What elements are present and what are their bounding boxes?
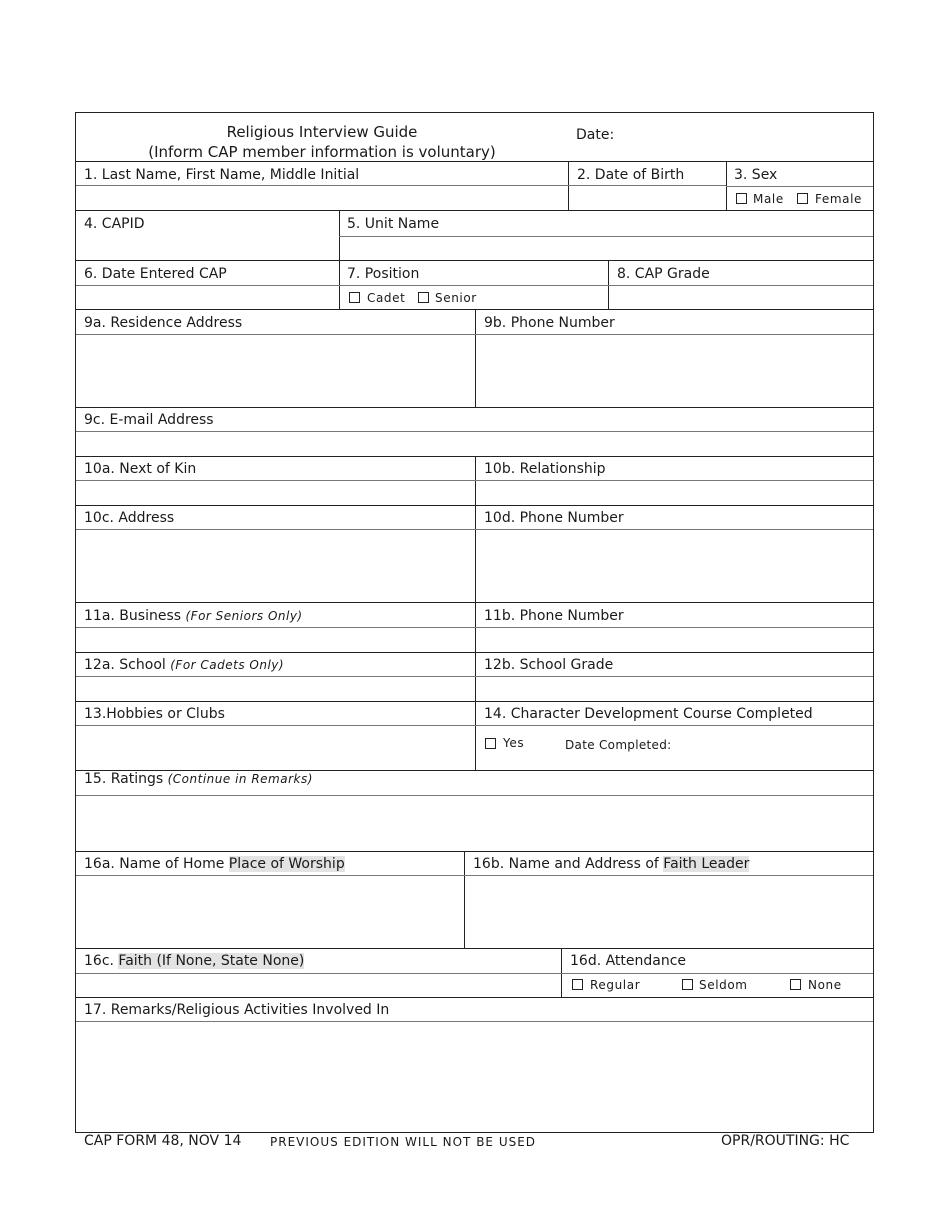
- next-of-kin-field[interactable]: [78, 481, 473, 504]
- ratings-field[interactable]: [78, 796, 871, 849]
- email-address-label: 9c. E-mail Address: [84, 412, 214, 428]
- school-field[interactable]: [78, 677, 473, 700]
- business-note: (For Seniors Only): [185, 609, 303, 623]
- attendance-seldom-checkbox[interactable]: [682, 979, 693, 990]
- email-address-field[interactable]: [78, 432, 871, 455]
- date-completed-label: Date Completed:: [565, 738, 672, 752]
- faith-field[interactable]: [78, 974, 559, 996]
- business-phone-field[interactable]: [477, 628, 871, 651]
- school-label: 12a. School (For Cadets Only): [84, 657, 285, 673]
- cdc-yes-label: Yes: [503, 736, 525, 750]
- attendance-label: 16d. Attendance: [570, 953, 687, 969]
- ratings-label: 15. Ratings (Continue in Remarks): [84, 771, 313, 787]
- relationship-label: 10b. Relationship: [484, 461, 606, 477]
- cap-grade-field[interactable]: [610, 286, 871, 308]
- attendance-none-label: None: [808, 978, 842, 992]
- sex-male-checkbox[interactable]: [736, 193, 747, 204]
- sex-label: 3. Sex: [734, 167, 778, 183]
- place-of-worship-field[interactable]: [78, 876, 462, 946]
- capid-label: 4. CAPID: [84, 216, 145, 232]
- relationship-field[interactable]: [477, 481, 871, 504]
- cap-grade-label: 8. CAP Grade: [617, 266, 710, 282]
- religious-interview-form: [75, 112, 874, 1133]
- phone-number-9b-field[interactable]: [477, 335, 871, 405]
- business-phone-label: 11b. Phone Number: [484, 608, 624, 624]
- next-of-kin-label: 10a. Next of Kin: [84, 461, 197, 477]
- position-label: 7. Position: [347, 266, 420, 282]
- date-field[interactable]: [621, 117, 871, 157]
- dob-field[interactable]: [570, 187, 724, 209]
- ratings-note: (Continue in Remarks): [167, 772, 313, 786]
- character-development-label: 14. Character Development Course Completed: [484, 706, 813, 722]
- nok-phone-number-label: 10d. Phone Number: [484, 510, 624, 526]
- position-cadet-label: Cadet: [367, 291, 406, 305]
- position-senior-label: Senior: [435, 291, 477, 305]
- attendance-seldom-label: Seldom: [699, 978, 748, 992]
- attendance-regular-label: Regular: [590, 978, 641, 992]
- edition-note: PREVIOUS EDITION WILL NOT BE USED: [270, 1135, 537, 1149]
- date-entered-cap-field[interactable]: [78, 286, 337, 308]
- nok-address-field[interactable]: [78, 530, 473, 600]
- faith-leader-field[interactable]: [466, 876, 871, 946]
- phone-number-9b-label: 9b. Phone Number: [484, 315, 615, 331]
- form-subtitle: (Inform CAP member information is voluntary): [148, 143, 496, 161]
- date-of-birth-label: 2. Date of Birth: [577, 167, 685, 183]
- last-name-label: 1. Last Name, First Name, Middle Initial: [84, 167, 360, 183]
- routing: OPR/ROUTING: HC: [721, 1133, 850, 1149]
- home-place-of-worship-label: 16a. Name of Home Place of Worship: [84, 856, 345, 872]
- sex-male-label: Male: [753, 192, 784, 206]
- attendance-none-checkbox[interactable]: [790, 979, 801, 990]
- cdc-yes-checkbox[interactable]: [485, 738, 496, 749]
- school-grade-label: 12b. School Grade: [484, 657, 614, 673]
- faith-leader-label: 16b. Name and Address of Faith Leader: [473, 856, 750, 872]
- residence-address-label: 9a. Residence Address: [84, 315, 243, 331]
- position-senior-checkbox[interactable]: [418, 292, 429, 303]
- name-field[interactable]: [78, 187, 566, 209]
- nok-phone-number-field[interactable]: [477, 530, 871, 600]
- attendance-regular-checkbox[interactable]: [572, 979, 583, 990]
- hobbies-label: 13.Hobbies or Clubs: [84, 706, 225, 722]
- unit-name-field[interactable]: [341, 237, 871, 259]
- form-id: CAP FORM 48, NOV 14: [84, 1133, 242, 1149]
- sex-female-label: Female: [815, 192, 862, 206]
- school-grade-field[interactable]: [477, 677, 871, 700]
- business-field[interactable]: [78, 628, 473, 651]
- faith-label: 16c. Faith (If None, State None): [84, 953, 305, 969]
- form-title: Religious Interview Guide: [226, 123, 418, 141]
- nok-address-label: 10c. Address: [84, 510, 175, 526]
- capid-field[interactable]: [78, 237, 337, 259]
- position-cadet-checkbox[interactable]: [349, 292, 360, 303]
- remarks-label: 17. Remarks/Religious Activities Involved In: [84, 1002, 390, 1018]
- remarks-field[interactable]: [78, 1023, 871, 1131]
- residence-address-field[interactable]: [78, 335, 473, 405]
- school-note: (For Cadets Only): [170, 658, 285, 672]
- sex-female-checkbox[interactable]: [797, 193, 808, 204]
- date-completed-field[interactable]: [676, 727, 871, 767]
- unit-name-label: 5. Unit Name: [347, 216, 440, 232]
- date-entered-cap-label: 6. Date Entered CAP: [84, 266, 227, 282]
- date-label: Date:: [576, 127, 615, 143]
- hobbies-field[interactable]: [78, 726, 473, 768]
- business-label: 11a. Business (For Seniors Only): [84, 608, 303, 624]
